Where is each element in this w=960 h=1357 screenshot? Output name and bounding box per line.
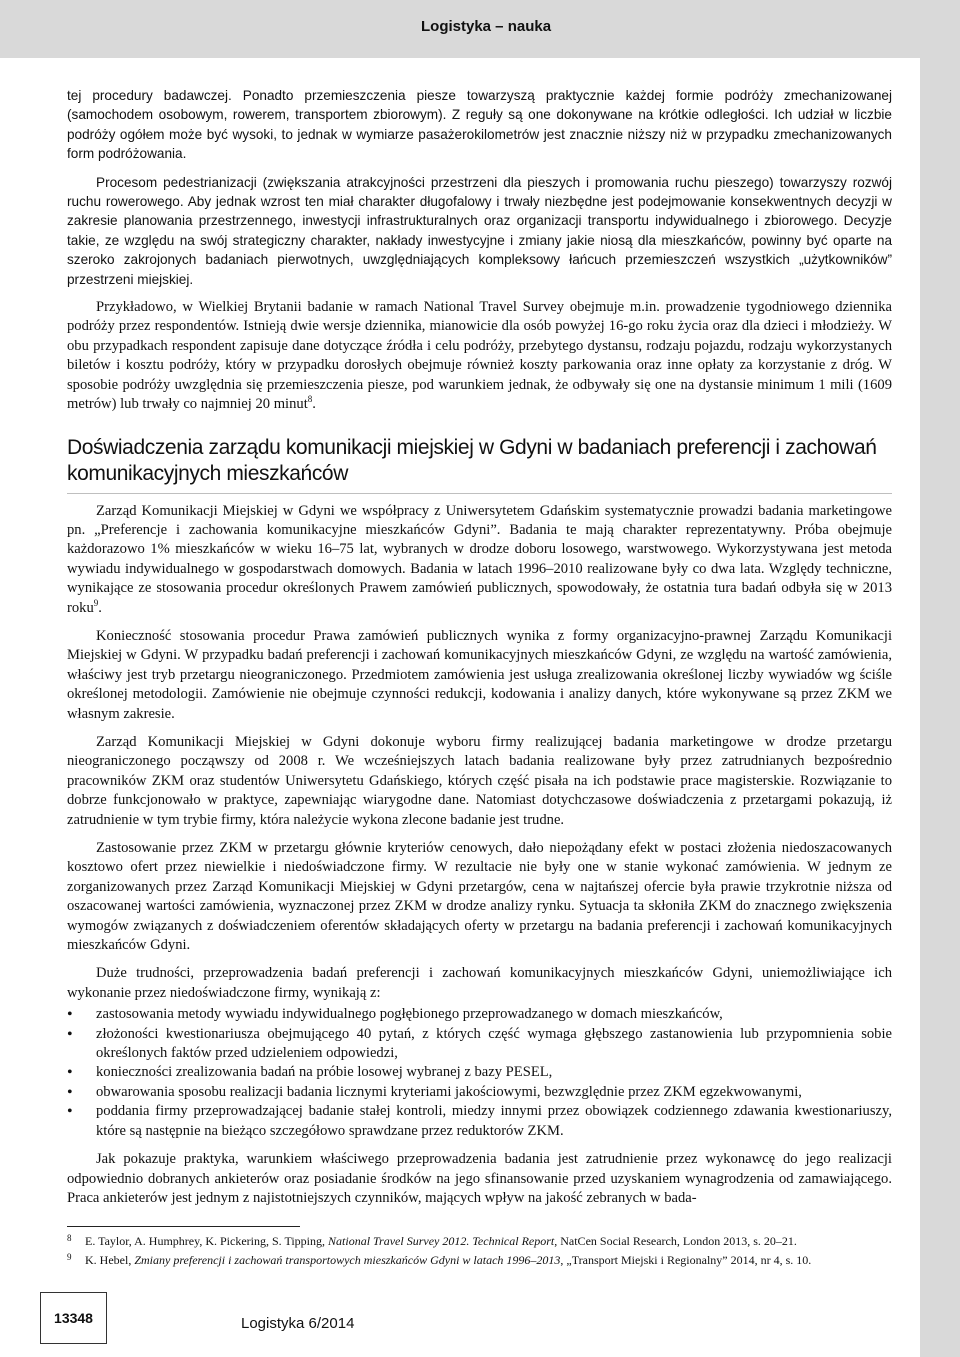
bullet-list [67, 1005, 892, 1141]
footnote-separator [67, 1226, 300, 1227]
header-title: Logistyka – nauka [421, 18, 552, 35]
footnote-number: 8 [67, 1233, 72, 1243]
paragraph: Jak pokazuje praktyka, warunkiem właściwego przeprowadzenia badania jest zatrudnienie przez wykonawcę do jego realizacji odpowiednio dobranych ankieterów oraz posiadanie środków na jego sfinansowanie przed uzyskaniem wynagrodzenia od zamawiającego. Praca ankieterów jest jednym z najistotniejszych czynników, mających wpływ na jakość zebranych w bada- [67, 1151, 892, 1206]
list-item: • złożoności kwestionariusza obejmującego 40 pytań, z których część wymaga głębszego zastanowienia lub przypomnienia sobie określonych faktów przed udzieleniem odpowiedzi, [67, 1025, 892, 1064]
paragraph: Zarząd Komunikacji Miejskiej w Gdyni we współpracy z Uniwersytetem Gdańskim systematycznie prowadzi badania marketingowe pn. „Preferencje i zachowania komunikacyjne mieszkańców Gdyni”. Badania te mają charakter reprezentatywny. Próba obejmuje każdorazowo 1% mieszkańców w wieku 16–75 lat, wybranych w drodze doboru losowego, warstwowego. Wykorzystywana jest metoda wywiadu indywidualnego w gospodarstwach domowych. Badania w latach 1996–2010 realizowane były co dwa lata. Względy techniczne, wynikające ze stosowania procedur określonych Prawem zamówień publicznych, spowodowały, że ostatnia tura badań odbyła się w 2013 roku$^9$. [67, 502, 892, 616]
section-heading: Doświadczenia zarządu komunikacji miejskiej w Gdyni w badaniach preferencji i zachowań komunikacyjnych mieszkańców [67, 435, 892, 494]
list-item: • konieczności zrealizowania badań na próbie losowej wybranej z bazy PESEL, [67, 1063, 892, 1082]
footnote-ref[interactable]: 8 [307, 394, 313, 405]
paragraph: tej procedury badawczej. Ponadto przemieszczenia piesze towarzyszą praktycznie każdej formie podróży zmechanizowanej (samochodem osobowym, rowerem, transportem zbiorowym). Z reguły są one dokonywane na krótkie odległości. Ich udział w liczbie podróży ogółem może być wysoki, to jednak w wymiarze pasażerokilometrów jest znacznie niższy niż w przypadku zmechanizowanych form podróżowania. [67, 88, 892, 162]
paragraph: Konieczność stosowania procedur Prawa zamówień publicznych wynika z formy organizacyjno-prawnej Zarządu Komunikacji Miejskiej w Gdyni. W przypadku badań preferencji i zachowań komunikacyjnych mieszkańców Gdyni, ze względu na wartość zamówienia, właściwy jest tryb przetargu nieograniczonego. Przedmiotem zamówienia jest usługa zrealizowania określonej liczby wywiadów wg ściśle określonej metodologii. Zamówienie nie obejmuje czynności redukcji, kodowania i analizy danych, które wykonywane są przez ZKM we własnym zakresie. [67, 627, 892, 722]
journal-name: Logistyka 6/2014 [241, 1315, 355, 1332]
footnote-8: 8 E. Taylor, A. Humphrey, K. Pickering, S. Tipping, National Travel Survey 2012. Technical Report, NatCen Social Research, London 2013, s. 20–21. [67, 1233, 892, 1249]
list-item: • obwarowania sposobu realizacji badania licznymi kryteriami jakościowymi, bezwzględnie przez ZKM egzekwowanymi, [67, 1083, 892, 1102]
header-bar [0, 0, 960, 58]
list-item: • zastosowania metody wywiadu indywidualnego pogłębionego przeprowadzanego w domach mieszkańców, [67, 1005, 892, 1024]
footnote-9: 9 K. Hebel, Zmiany preferencji i zachowań transportowych mieszkańców Gdyni w latach 1996–2013, „Transport Miejski i Regionalny” 2014, nr 4, s. 10. [67, 1252, 892, 1268]
footnotes [67, 1226, 892, 1271]
paragraph: Procesom pedestrianizacji (zwiększania atrakcyjności przestrzeni dla pieszych i promowania ruchu pieszego) towarzyszy rozwój ruchu rowerowego. Aby jednak wzrost ten miał charakter długofalowy i trwały niezbędne jest podejmowanie konsekwentnych decyzji w zakresie planowania przestrzennego, inwestycji infrastrukturalnych oraz organizacji transportu indywidualnego i zbiorowego. Decyzje takie, ze względu na swój strategiczny charakter, nakłady inwestycyjne i zmiany jakie niosą dla mieszkańców, powinny być oparte na szeroko zakrojonych badaniach pierwotnych, uwzględniających kompleksowy łańcuch przemieszczeń wszystkich „użytkowników” przestrzeni miejskiej. [67, 174, 892, 287]
list-item: • poddania firmy przeprowadzającej badanie stałej kontroli, miedzy innymi przez obowiązek codziennego zdawania kwestionariuszy, które są następnie na bieżąco szczegółowo sprawdzane przez reduktorów ZKM. [67, 1102, 892, 1141]
paragraph: Duże trudności, przeprowadzenia badań preferencji i zachowań komunikacyjnych mieszkańców Gdyni, uniemożliwiające ich wykonanie przez niedoświadczone firmy, wynikają z: [67, 965, 892, 1001]
article-body [67, 86, 892, 1217]
right-margin-bar [920, 58, 960, 1357]
footnote-number: 9 [67, 1252, 72, 1262]
paragraph: Zastosowanie przez ZKM w przetargu głównie kryteriów cenowych, dało niepożądany efekt w postaci złożenia niedoszacowanych kosztowo ofert przez niewielkie i niedoświadczone firmy. W rezultacie nie były one w stanie wykonać zamówienia. W jednym ze zorganizowanych przez Zarząd Komunikacji Miejskiej w Gdyni przetargów, cena w najtańszej ofercie była prawie trzykrotnie niższa od oszacowanej wartości zamówienia, wyznaczonej przez ZKM w drodze analizy rynku. Sytuacja ta skłoniła ZKM do znacznego zwiększenia wymogów związanych z doświadczeniem oferentów składających oferty w przetargu na badania preferencji i zachowań komunikacyjnych mieszkańców Gdyni. [67, 840, 892, 954]
paragraph: Zarząd Komunikacji Miejskiej w Gdyni dokonuje wyboru firmy realizującej badania marketingowe w drodze przetargu nieograniczonego począwszy od 2008 r. We wcześniejszych latach badania realizowane były przez zatrudnianych bezpośrednio pracowników ZKM oraz studentów Uniwersytetu Gdańskiego, których część pisała na ich podstawie prace magisterskie. Rozwiązanie to dobrze funkcjonowało w praktyce, zapewniając wiarygodne dane. Natomiast dotychczasowe doświadczenia z przetargami pokazują, iż zatrudnienie w tym trybie firmy, która należycie wykona zlecone badanie jest trudne. [67, 733, 892, 828]
footnote-ref[interactable]: 9 [93, 597, 99, 608]
paragraph: Przykładowo, w Wielkiej Brytanii badanie w ramach National Travel Survey obejmuje m.in. prowadzenie tygodniowego dziennika podróży przez respondentów. Istnieją dwie wersje dziennika, mianowicie dla osób powyżej 16-go roku życia oraz dla dzieci i młodzieży. W obu przypadkach respondent zapisuje dane dotyczące źródła i celu podróży, przebytego dystansu, rodzaju pojazdu, rodzaju wykorzystanych biletów i kosztu podróży, który w przypadku dorosłych obejmuje również koszty parkowania oraz inne opłaty za korzystanie z dróg. W sposobie podróży uwzględnia się przemieszczenia piesze, pod warunkiem jednak, że odbywały się one na dystansie minimum 1 mili (1609 metrów) lub trwały co najmniej 20 minut$^8$. [67, 299, 892, 413]
page-number: 13348 [40, 1292, 107, 1344]
